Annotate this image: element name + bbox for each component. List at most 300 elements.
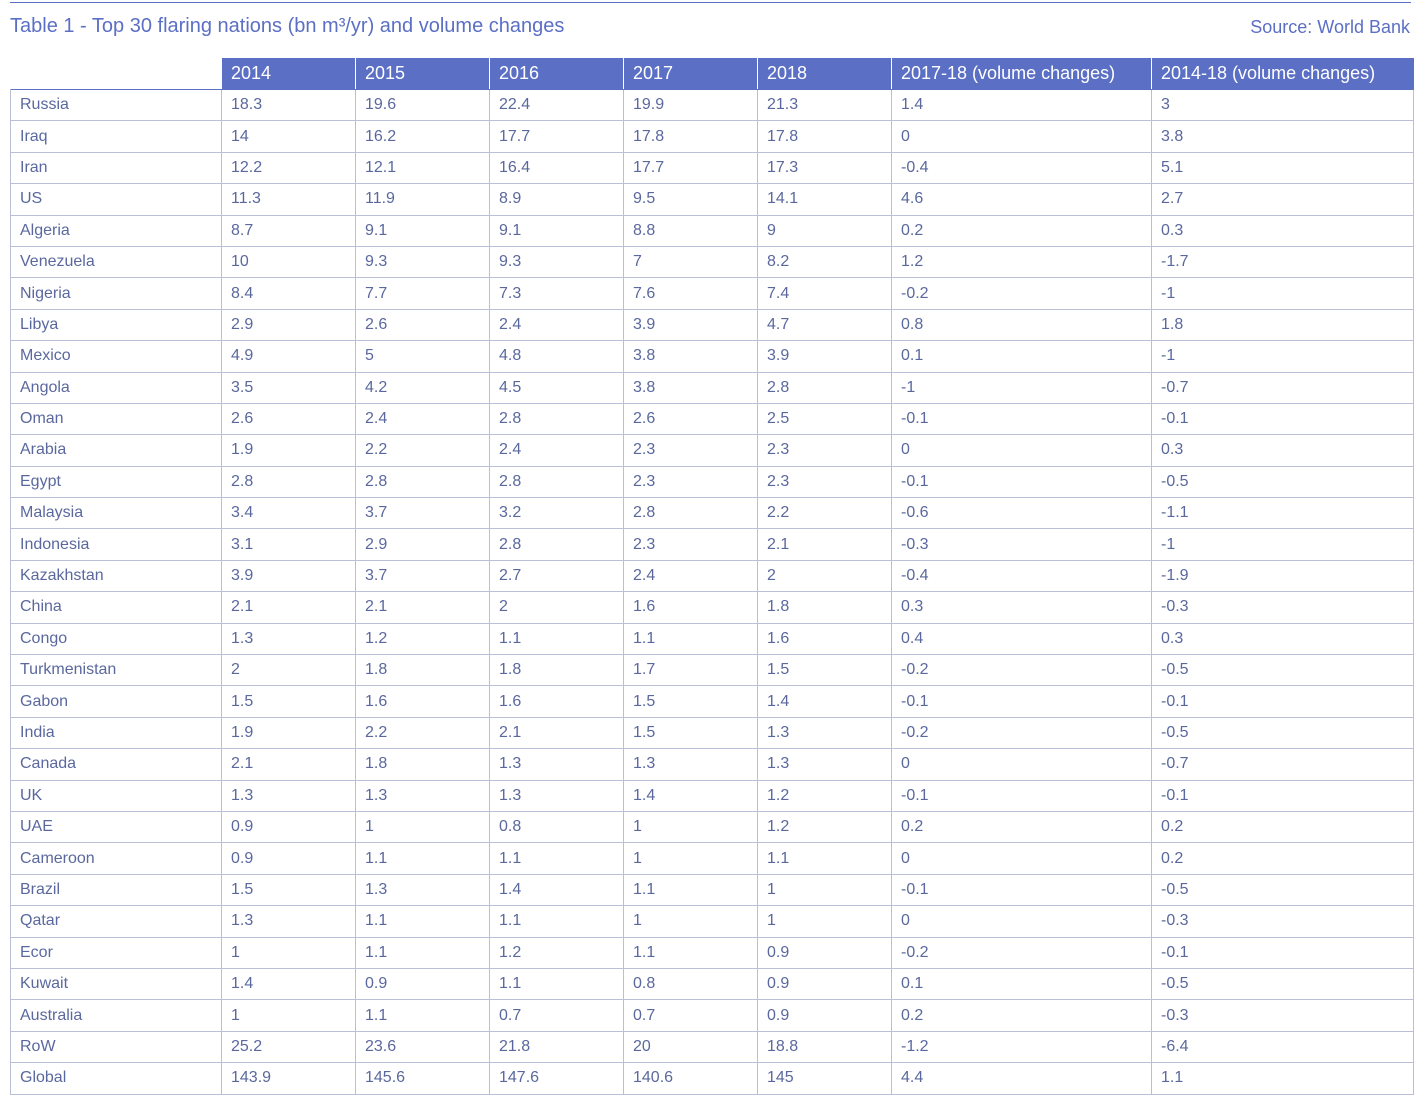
cell-val-2017: 17.7 — [624, 152, 758, 183]
cell-val-2017: 1 — [624, 843, 758, 874]
cell-change-2017-18: -0.1 — [892, 403, 1152, 434]
cell-val-2015: 1.3 — [356, 874, 490, 905]
cell-change-2017-18: -0.2 — [892, 655, 1152, 686]
cell-val-2014: 1.3 — [222, 780, 356, 811]
cell-val-2018: 0.9 — [758, 968, 892, 999]
cell-val-2015: 1.1 — [356, 843, 490, 874]
flaring-table — [10, 58, 1414, 1095]
table-row — [11, 498, 1414, 529]
cell-change-2014-18: -0.1 — [1152, 780, 1414, 811]
cell-change-2014-18: 0.2 — [1152, 811, 1414, 842]
cell-val-2016: 8.9 — [490, 184, 624, 215]
cell-val-2014: 143.9 — [222, 1063, 356, 1094]
cell-val-2018: 9 — [758, 215, 892, 246]
cell-val-2014: 1.4 — [222, 968, 356, 999]
cell-val-2017: 2.8 — [624, 498, 758, 529]
cell-val-2017: 1.1 — [624, 937, 758, 968]
cell-change-2014-18: -1.1 — [1152, 498, 1414, 529]
header-2015: 2015 — [356, 58, 490, 90]
cell-val-2015: 3.7 — [356, 560, 490, 591]
cell-val-2017: 1.5 — [624, 717, 758, 748]
cell-val-2017: 2.6 — [624, 403, 758, 434]
cell-val-2014: 25.2 — [222, 1031, 356, 1062]
cell-change-2017-18: 0.2 — [892, 811, 1152, 842]
cell-country: China — [11, 592, 222, 623]
table-row — [11, 874, 1414, 905]
cell-val-2014: 3.4 — [222, 498, 356, 529]
cell-val-2014: 2.8 — [222, 466, 356, 497]
cell-country: Congo — [11, 623, 222, 654]
cell-country: Gabon — [11, 686, 222, 717]
cell-val-2015: 11.9 — [356, 184, 490, 215]
cell-val-2017: 1.5 — [624, 686, 758, 717]
cell-val-2017: 2.3 — [624, 529, 758, 560]
table-row — [11, 466, 1414, 497]
cell-val-2014: 2.6 — [222, 403, 356, 434]
cell-val-2016: 1.6 — [490, 686, 624, 717]
cell-val-2018: 17.8 — [758, 121, 892, 152]
cell-change-2014-18: -0.5 — [1152, 968, 1414, 999]
cell-val-2014: 1.3 — [222, 906, 356, 937]
cell-val-2017: 1.3 — [624, 749, 758, 780]
table-row — [11, 309, 1414, 340]
table-row — [11, 937, 1414, 968]
cell-val-2017: 3.9 — [624, 309, 758, 340]
cell-val-2015: 2.4 — [356, 403, 490, 434]
cell-val-2014: 1.9 — [222, 435, 356, 466]
cell-val-2018: 2.5 — [758, 403, 892, 434]
cell-change-2014-18: -0.7 — [1152, 372, 1414, 403]
cell-val-2015: 2.2 — [356, 435, 490, 466]
table-row — [11, 749, 1414, 780]
cell-val-2015: 1.6 — [356, 686, 490, 717]
cell-val-2016: 21.8 — [490, 1031, 624, 1062]
cell-val-2014: 3.1 — [222, 529, 356, 560]
cell-change-2014-18: -0.3 — [1152, 592, 1414, 623]
cell-country: India — [11, 717, 222, 748]
cell-change-2014-18: -0.5 — [1152, 874, 1414, 905]
table-row — [11, 341, 1414, 372]
cell-change-2014-18: -6.4 — [1152, 1031, 1414, 1062]
cell-val-2016: 0.8 — [490, 811, 624, 842]
cell-val-2015: 2.1 — [356, 592, 490, 623]
cell-val-2017: 7.6 — [624, 278, 758, 309]
cell-country: Iran — [11, 152, 222, 183]
cell-val-2017: 2.3 — [624, 466, 758, 497]
cell-change-2014-18: -0.5 — [1152, 655, 1414, 686]
cell-val-2016: 2.1 — [490, 717, 624, 748]
cell-val-2014: 14 — [222, 121, 356, 152]
table-row — [11, 968, 1414, 999]
cell-country: Australia — [11, 1000, 222, 1031]
cell-val-2018: 1.1 — [758, 843, 892, 874]
header-change-2014-18: 2014-18 (volume changes) — [1152, 58, 1414, 90]
cell-change-2014-18: -0.3 — [1152, 906, 1414, 937]
header-change-2017-18: 2017-18 (volume changes) — [892, 58, 1152, 90]
header-2016: 2016 — [490, 58, 624, 90]
cell-val-2015: 2.2 — [356, 717, 490, 748]
cell-change-2017-18: 0 — [892, 121, 1152, 152]
table-row — [11, 435, 1414, 466]
cell-val-2014: 3.5 — [222, 372, 356, 403]
cell-change-2017-18: 1.4 — [892, 90, 1152, 121]
cell-val-2018: 0.9 — [758, 1000, 892, 1031]
table-body — [11, 90, 1414, 1095]
cell-val-2016: 1.1 — [490, 906, 624, 937]
cell-val-2017: 0.7 — [624, 1000, 758, 1031]
cell-val-2018: 2.3 — [758, 435, 892, 466]
cell-val-2018: 21.3 — [758, 90, 892, 121]
table-row — [11, 278, 1414, 309]
cell-country: Nigeria — [11, 278, 222, 309]
cell-change-2014-18: -0.7 — [1152, 749, 1414, 780]
cell-change-2017-18: -1.2 — [892, 1031, 1152, 1062]
table-row — [11, 655, 1414, 686]
cell-val-2016: 0.7 — [490, 1000, 624, 1031]
cell-val-2014: 3.9 — [222, 560, 356, 591]
cell-val-2016: 9.3 — [490, 246, 624, 277]
cell-val-2017: 1 — [624, 906, 758, 937]
cell-country: Libya — [11, 309, 222, 340]
cell-val-2016: 4.5 — [490, 372, 624, 403]
cell-val-2015: 1.1 — [356, 937, 490, 968]
cell-country: Cameroon — [11, 843, 222, 874]
cell-val-2016: 147.6 — [490, 1063, 624, 1094]
cell-change-2017-18: 0.4 — [892, 623, 1152, 654]
cell-change-2017-18: 0.2 — [892, 1000, 1152, 1031]
cell-change-2017-18: -0.1 — [892, 466, 1152, 497]
cell-country: RoW — [11, 1031, 222, 1062]
cell-val-2018: 0.9 — [758, 937, 892, 968]
cell-val-2016: 1.1 — [490, 623, 624, 654]
cell-val-2018: 1 — [758, 874, 892, 905]
table-row — [11, 560, 1414, 591]
cell-country: Indonesia — [11, 529, 222, 560]
cell-change-2014-18: -1.7 — [1152, 246, 1414, 277]
cell-val-2016: 1.4 — [490, 874, 624, 905]
cell-val-2014: 1.3 — [222, 623, 356, 654]
header-2014: 2014 — [222, 58, 356, 90]
table-row — [11, 184, 1414, 215]
cell-val-2017: 2.4 — [624, 560, 758, 591]
cell-val-2017: 19.9 — [624, 90, 758, 121]
cell-val-2015: 1.8 — [356, 655, 490, 686]
cell-country: Malaysia — [11, 498, 222, 529]
cell-country: Russia — [11, 90, 222, 121]
cell-val-2016: 22.4 — [490, 90, 624, 121]
cell-val-2018: 7.4 — [758, 278, 892, 309]
cell-change-2017-18: -0.2 — [892, 937, 1152, 968]
table-row — [11, 152, 1414, 183]
cell-val-2016: 2.8 — [490, 403, 624, 434]
cell-val-2016: 2.7 — [490, 560, 624, 591]
cell-change-2017-18: 0.1 — [892, 968, 1152, 999]
cell-val-2014: 12.2 — [222, 152, 356, 183]
cell-country: Turkmenistan — [11, 655, 222, 686]
cell-val-2018: 145 — [758, 1063, 892, 1094]
cell-val-2016: 1.8 — [490, 655, 624, 686]
table-row — [11, 686, 1414, 717]
cell-change-2017-18: 1.2 — [892, 246, 1152, 277]
cell-change-2017-18: 0 — [892, 906, 1152, 937]
cell-country: Venezuela — [11, 246, 222, 277]
cell-val-2017: 17.8 — [624, 121, 758, 152]
table-row — [11, 529, 1414, 560]
cell-val-2016: 7.3 — [490, 278, 624, 309]
cell-val-2018: 1.2 — [758, 780, 892, 811]
cell-val-2018: 8.2 — [758, 246, 892, 277]
cell-country: Qatar — [11, 906, 222, 937]
cell-val-2014: 0.9 — [222, 843, 356, 874]
cell-val-2014: 11.3 — [222, 184, 356, 215]
cell-val-2015: 16.2 — [356, 121, 490, 152]
cell-val-2018: 1.5 — [758, 655, 892, 686]
cell-val-2015: 0.9 — [356, 968, 490, 999]
cell-val-2016: 1.3 — [490, 780, 624, 811]
cell-change-2014-18: 2.7 — [1152, 184, 1414, 215]
table-row — [11, 403, 1414, 434]
table-title: Table 1 - Top 30 flaring nations (bn m³/yr) and volume changes — [10, 15, 565, 37]
cell-country: UAE — [11, 811, 222, 842]
cell-val-2017: 1.1 — [624, 623, 758, 654]
cell-val-2017: 1.1 — [624, 874, 758, 905]
cell-val-2015: 2.6 — [356, 309, 490, 340]
cell-val-2016: 17.7 — [490, 121, 624, 152]
cell-change-2017-18: -0.2 — [892, 717, 1152, 748]
table-row — [11, 121, 1414, 152]
top-rule — [10, 2, 1411, 3]
cell-country: Oman — [11, 403, 222, 434]
cell-change-2014-18: -1.9 — [1152, 560, 1414, 591]
cell-change-2017-18: 4.6 — [892, 184, 1152, 215]
cell-change-2014-18: -1 — [1152, 529, 1414, 560]
cell-change-2014-18: -1 — [1152, 278, 1414, 309]
cell-val-2015: 3.7 — [356, 498, 490, 529]
cell-val-2016: 16.4 — [490, 152, 624, 183]
cell-change-2017-18: 4.4 — [892, 1063, 1152, 1094]
cell-val-2018: 1.8 — [758, 592, 892, 623]
cell-val-2016: 1.2 — [490, 937, 624, 968]
cell-val-2014: 0.9 — [222, 811, 356, 842]
cell-change-2017-18: -0.1 — [892, 686, 1152, 717]
cell-val-2015: 9.1 — [356, 215, 490, 246]
cell-val-2017: 3.8 — [624, 372, 758, 403]
header-row — [11, 58, 1414, 90]
cell-val-2017: 140.6 — [624, 1063, 758, 1094]
cell-val-2018: 1.6 — [758, 623, 892, 654]
cell-val-2014: 2.1 — [222, 592, 356, 623]
cell-country: Angola — [11, 372, 222, 403]
table-row — [11, 592, 1414, 623]
cell-val-2016: 2 — [490, 592, 624, 623]
cell-country: Egypt — [11, 466, 222, 497]
cell-val-2015: 145.6 — [356, 1063, 490, 1094]
cell-change-2014-18: 3.8 — [1152, 121, 1414, 152]
table-row — [11, 906, 1414, 937]
cell-val-2015: 1.1 — [356, 1000, 490, 1031]
cell-change-2017-18: 0 — [892, 749, 1152, 780]
cell-val-2018: 4.7 — [758, 309, 892, 340]
table-row — [11, 246, 1414, 277]
header-corner — [11, 58, 222, 90]
cell-change-2014-18: -0.5 — [1152, 717, 1414, 748]
cell-val-2015: 9.3 — [356, 246, 490, 277]
cell-change-2017-18: 0.3 — [892, 592, 1152, 623]
cell-country: Iraq — [11, 121, 222, 152]
table-row — [11, 843, 1414, 874]
cell-change-2017-18: -0.6 — [892, 498, 1152, 529]
cell-val-2018: 1.4 — [758, 686, 892, 717]
cell-country: Arabia — [11, 435, 222, 466]
cell-val-2016: 9.1 — [490, 215, 624, 246]
cell-change-2014-18: 0.3 — [1152, 215, 1414, 246]
cell-val-2016: 4.8 — [490, 341, 624, 372]
cell-val-2016: 1.1 — [490, 968, 624, 999]
cell-val-2017: 1 — [624, 811, 758, 842]
header-2018: 2018 — [758, 58, 892, 90]
cell-val-2016: 2.4 — [490, 435, 624, 466]
cell-change-2017-18: -0.1 — [892, 780, 1152, 811]
cell-val-2015: 2.8 — [356, 466, 490, 497]
cell-val-2018: 3.9 — [758, 341, 892, 372]
cell-val-2017: 7 — [624, 246, 758, 277]
cell-val-2016: 2.8 — [490, 466, 624, 497]
cell-val-2018: 1.2 — [758, 811, 892, 842]
cell-val-2018: 2.2 — [758, 498, 892, 529]
cell-change-2017-18: -0.2 — [892, 278, 1152, 309]
cell-val-2015: 7.7 — [356, 278, 490, 309]
cell-val-2015: 5 — [356, 341, 490, 372]
cell-change-2014-18: 1.1 — [1152, 1063, 1414, 1094]
cell-val-2014: 8.7 — [222, 215, 356, 246]
cell-change-2017-18: -0.3 — [892, 529, 1152, 560]
cell-country: UK — [11, 780, 222, 811]
cell-val-2015: 1 — [356, 811, 490, 842]
cell-val-2017: 0.8 — [624, 968, 758, 999]
cell-val-2017: 8.8 — [624, 215, 758, 246]
cell-val-2018: 1.3 — [758, 717, 892, 748]
cell-val-2014: 10 — [222, 246, 356, 277]
cell-val-2018: 1.3 — [758, 749, 892, 780]
cell-change-2017-18: -0.1 — [892, 874, 1152, 905]
cell-change-2014-18: -0.1 — [1152, 937, 1414, 968]
table-row — [11, 90, 1414, 121]
cell-val-2017: 1.6 — [624, 592, 758, 623]
cell-change-2014-18: 5.1 — [1152, 152, 1414, 183]
cell-change-2014-18: 0.2 — [1152, 843, 1414, 874]
cell-country: Kazakhstan — [11, 560, 222, 591]
cell-val-2015: 1.1 — [356, 906, 490, 937]
cell-val-2016: 3.2 — [490, 498, 624, 529]
cell-val-2014: 1 — [222, 937, 356, 968]
cell-change-2014-18: 0.3 — [1152, 435, 1414, 466]
header-2017: 2017 — [624, 58, 758, 90]
cell-val-2014: 4.9 — [222, 341, 356, 372]
table-row — [11, 811, 1414, 842]
cell-change-2014-18: -0.1 — [1152, 403, 1414, 434]
cell-country: US — [11, 184, 222, 215]
cell-change-2017-18: -0.4 — [892, 152, 1152, 183]
cell-change-2017-18: 0 — [892, 843, 1152, 874]
cell-val-2015: 1.3 — [356, 780, 490, 811]
cell-val-2018: 2.8 — [758, 372, 892, 403]
cell-val-2018: 18.8 — [758, 1031, 892, 1062]
cell-val-2018: 2 — [758, 560, 892, 591]
cell-country: Mexico — [11, 341, 222, 372]
cell-change-2017-18: 0.1 — [892, 341, 1152, 372]
cell-val-2014: 1.9 — [222, 717, 356, 748]
cell-val-2017: 1.4 — [624, 780, 758, 811]
source-note: Source: World Bank — [1250, 17, 1410, 37]
table-row — [11, 1031, 1414, 1062]
cell-val-2014: 2 — [222, 655, 356, 686]
cell-val-2018: 14.1 — [758, 184, 892, 215]
cell-val-2016: 1.3 — [490, 749, 624, 780]
cell-val-2015: 23.6 — [356, 1031, 490, 1062]
cell-val-2017: 2.3 — [624, 435, 758, 466]
cell-val-2017: 20 — [624, 1031, 758, 1062]
cell-change-2014-18: 1.8 — [1152, 309, 1414, 340]
table-row — [11, 780, 1414, 811]
cell-val-2014: 2.9 — [222, 309, 356, 340]
cell-change-2017-18: 0 — [892, 435, 1152, 466]
cell-country: Canada — [11, 749, 222, 780]
cell-val-2014: 2.1 — [222, 749, 356, 780]
cell-val-2014: 1 — [222, 1000, 356, 1031]
table-row — [11, 372, 1414, 403]
cell-country: Algeria — [11, 215, 222, 246]
table-row — [11, 717, 1414, 748]
cell-val-2014: 8.4 — [222, 278, 356, 309]
cell-val-2017: 1.7 — [624, 655, 758, 686]
cell-country: Ecor — [11, 937, 222, 968]
cell-val-2016: 1.1 — [490, 843, 624, 874]
cell-val-2015: 19.6 — [356, 90, 490, 121]
table-row — [11, 1063, 1414, 1094]
cell-val-2014: 1.5 — [222, 874, 356, 905]
cell-val-2017: 9.5 — [624, 184, 758, 215]
cell-country: Brazil — [11, 874, 222, 905]
cell-val-2018: 17.3 — [758, 152, 892, 183]
cell-val-2015: 1.8 — [356, 749, 490, 780]
cell-country: Global — [11, 1063, 222, 1094]
table-row — [11, 623, 1414, 654]
cell-change-2017-18: 0.2 — [892, 215, 1152, 246]
cell-change-2014-18: -0.5 — [1152, 466, 1414, 497]
cell-change-2014-18: -0.1 — [1152, 686, 1414, 717]
cell-val-2018: 1 — [758, 906, 892, 937]
cell-val-2015: 4.2 — [356, 372, 490, 403]
cell-val-2014: 1.5 — [222, 686, 356, 717]
cell-val-2015: 2.9 — [356, 529, 490, 560]
cell-country: Kuwait — [11, 968, 222, 999]
cell-val-2016: 2.4 — [490, 309, 624, 340]
cell-val-2014: 18.3 — [222, 90, 356, 121]
cell-val-2017: 3.8 — [624, 341, 758, 372]
table-row — [11, 215, 1414, 246]
cell-val-2015: 1.2 — [356, 623, 490, 654]
cell-change-2014-18: 0.3 — [1152, 623, 1414, 654]
cell-change-2017-18: -0.4 — [892, 560, 1152, 591]
cell-val-2018: 2.3 — [758, 466, 892, 497]
cell-change-2017-18: -1 — [892, 372, 1152, 403]
cell-change-2017-18: 0.8 — [892, 309, 1152, 340]
cell-change-2014-18: -0.3 — [1152, 1000, 1414, 1031]
table-row — [11, 1000, 1414, 1031]
cell-val-2018: 2.1 — [758, 529, 892, 560]
cell-change-2014-18: -1 — [1152, 341, 1414, 372]
cell-val-2016: 2.8 — [490, 529, 624, 560]
